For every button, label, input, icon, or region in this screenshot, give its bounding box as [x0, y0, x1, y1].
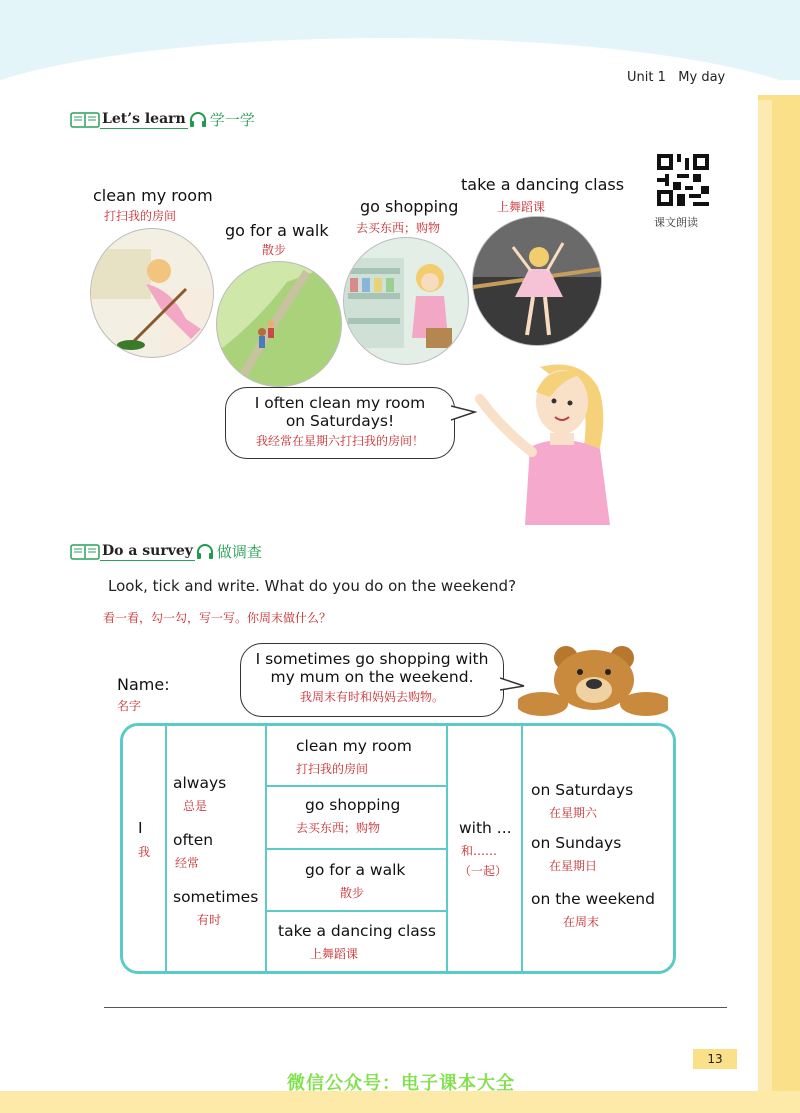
table-divider	[521, 726, 523, 972]
frequency-option-cn: 有时	[197, 913, 222, 927]
activity-label-cn: 散步	[262, 243, 287, 257]
activity-option[interactable]: go shopping	[305, 796, 401, 814]
speech-bubble	[225, 387, 455, 459]
time-option-cn: 在周末	[563, 915, 600, 929]
lets-learn-heading	[70, 109, 255, 130]
girl-illustration	[470, 357, 620, 525]
activity-option[interactable]: go for a walk	[305, 861, 406, 879]
frequency-option-cn: 总是	[183, 799, 208, 813]
bubble-line-1: I sometimes go shopping with	[255, 650, 489, 668]
activity-label: go shopping	[360, 197, 459, 216]
unit-label: Unit 1	[627, 70, 666, 85]
frequency-option[interactable]: often	[173, 831, 214, 849]
bubble-line-cn: 我周末有时和妈妈去购物。	[299, 690, 444, 704]
table-divider	[267, 848, 446, 850]
activity-label-cn: 上舞蹈课	[497, 200, 546, 214]
activity-option-cn: 上舞蹈课	[310, 947, 359, 961]
unit-title: My day	[678, 70, 726, 85]
activity-option-cn: 打扫我的房间	[296, 762, 369, 776]
frequency-option[interactable]: sometimes	[173, 888, 259, 906]
with-cell[interactable]: with ...	[459, 819, 512, 837]
page-number: 13	[693, 1049, 737, 1069]
with-cell-cn2: （一起）	[459, 864, 508, 878]
bubble-line-2: on Saturdays!	[285, 412, 395, 430]
qr-code-icon[interactable]	[657, 154, 709, 206]
time-option[interactable]: on Saturdays	[531, 781, 634, 799]
section-title: Let’s learn	[102, 110, 186, 127]
activity-label: take a dancing class	[461, 175, 625, 194]
table-divider	[267, 910, 446, 912]
time-option[interactable]: on the weekend	[531, 890, 655, 908]
bear-illustration	[518, 646, 668, 716]
table-divider	[267, 785, 446, 787]
subject-cell: I	[138, 819, 143, 837]
frequency-option-cn: 经常	[175, 856, 200, 870]
speech-bubble	[240, 643, 504, 717]
bubble-line-2: my mum on the weekend.	[270, 668, 474, 686]
book-icon	[70, 544, 100, 560]
time-option-cn: 在星期六	[549, 806, 598, 820]
instruction: Look, tick and write. What do you do on the weekend?	[108, 577, 517, 595]
section-title-cn: 做调查	[216, 543, 262, 561]
section-title: Do a survey	[102, 542, 193, 559]
activity-label-cn: 打扫我的房间	[104, 209, 177, 223]
name-label-cn: 名字	[117, 699, 142, 713]
frequency-option[interactable]: always	[173, 774, 227, 792]
activity-label: clean my room	[93, 186, 213, 205]
activity-option[interactable]: take a dancing class	[278, 922, 436, 940]
table-divider	[446, 726, 448, 972]
running-header	[627, 70, 725, 85]
dancing-picture	[472, 216, 602, 346]
time-option[interactable]: on Sundays	[531, 834, 622, 852]
headphones-icon[interactable]	[188, 112, 208, 128]
with-cell-cn: 和……	[461, 844, 498, 858]
activity-label-cn: 去买东西；购物	[356, 221, 441, 235]
activity-option-cn: 散步	[340, 886, 365, 900]
name-label: Name:	[117, 675, 170, 694]
book-icon	[70, 112, 100, 128]
activity-label: go for a walk	[225, 221, 329, 240]
table-divider	[165, 726, 167, 972]
bubble-line-cn: 我经常在星期六打扫我的房间！	[255, 434, 424, 448]
instruction-cn: 看一看，勾一勾，写一写。你周末做什么？	[103, 611, 332, 625]
walk-picture	[216, 261, 342, 387]
time-option-cn: 在星期日	[549, 859, 598, 873]
subject-cell-cn: 我	[138, 845, 151, 859]
shopping-picture	[343, 237, 469, 365]
qr-label: 课文朗读	[654, 216, 698, 229]
headphones-icon[interactable]	[195, 544, 215, 560]
clean-room-picture	[90, 228, 214, 358]
section-title-cn: 学一学	[209, 111, 255, 129]
activity-option[interactable]: clean my room	[296, 737, 412, 755]
bubble-line-1: I often clean my room	[254, 394, 426, 412]
activity-option-cn: 去买东西；购物	[296, 821, 381, 835]
bottom-rule	[104, 1007, 727, 1008]
page-edge-inner	[758, 100, 772, 1113]
watermark: 微信公众号：电子课本大全	[287, 1073, 515, 1094]
survey-heading	[70, 541, 262, 562]
